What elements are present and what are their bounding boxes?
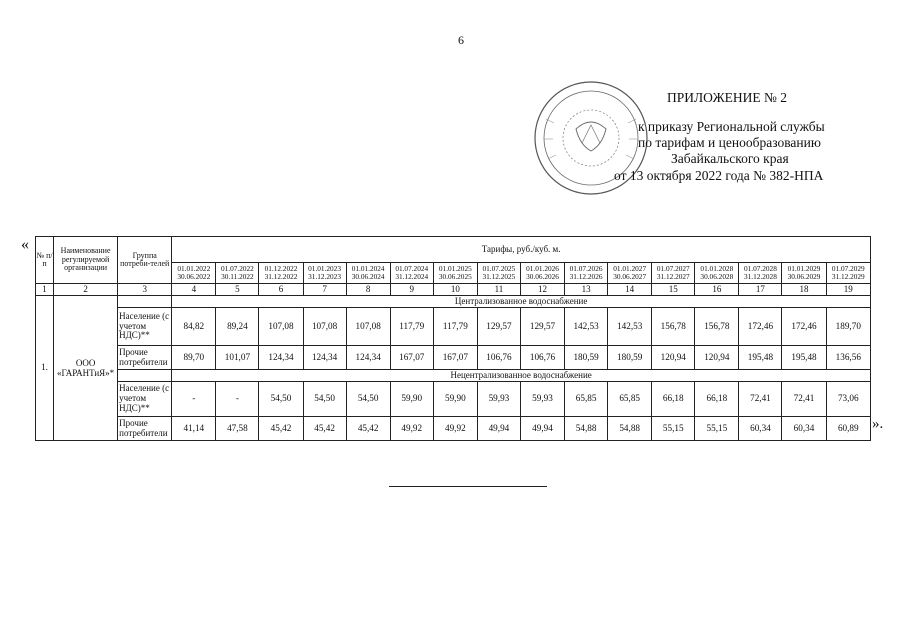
appendix-line-2: по тарифам и ценообразованию: [638, 135, 821, 150]
period-header: [782, 263, 826, 284]
column-number: 9: [390, 284, 433, 296]
tariff-value: 60,34: [739, 417, 782, 441]
tariff-value: 195,48: [782, 346, 826, 370]
column-number: 15: [652, 284, 695, 296]
tariff-value: 59,93: [477, 382, 520, 417]
tariff-value: 72,41: [739, 382, 782, 417]
column-number: 11: [477, 284, 520, 296]
tariff-value: 47,58: [216, 417, 259, 441]
tariff-value: 65,85: [565, 382, 608, 417]
tariff-value: 59,90: [433, 382, 477, 417]
tariff-value: 167,07: [390, 346, 433, 370]
opening-quote: «: [21, 236, 29, 253]
period-header: [477, 263, 520, 284]
table-row: [36, 382, 871, 417]
period-header: [303, 263, 346, 284]
period-start: 01.07.2029: [831, 263, 865, 273]
period-header: [172, 263, 216, 284]
tariff-value: 55,15: [695, 417, 739, 441]
period-end: 31.12.2022: [264, 272, 298, 281]
column-number: 4: [172, 284, 216, 296]
tariff-value: 167,07: [433, 346, 477, 370]
tariff-value: 129,57: [477, 308, 520, 346]
tariff-value: 124,34: [259, 346, 303, 370]
tariff-value: 136,56: [826, 346, 870, 370]
header-tariffs: Тарифы, руб./куб. м.: [172, 237, 871, 263]
section-spacer: [118, 370, 172, 382]
period-start: 01.01.2027: [613, 263, 647, 273]
tariff-value: 142,53: [565, 308, 608, 346]
period-start: 01.07.2024: [395, 263, 429, 273]
period-start: 01.01.2026: [526, 263, 559, 273]
tariff-value: 65,85: [608, 382, 652, 417]
column-number: 7: [303, 284, 346, 296]
column-number: 17: [739, 284, 782, 296]
tariff-value: 89,24: [216, 308, 259, 346]
tariff-value: 120,94: [652, 346, 695, 370]
column-number: 10: [433, 284, 477, 296]
tariff-value: 54,50: [346, 382, 390, 417]
consumer-group: Население (с учетом НДС)**: [118, 382, 172, 417]
period-end: 30.06.2026: [526, 272, 559, 281]
consumer-group: Прочие потребители: [118, 346, 172, 370]
tariff-value: 60,89: [826, 417, 870, 441]
tariff-value: 101,07: [216, 346, 259, 370]
tariff-value: 106,76: [477, 346, 520, 370]
appendix-line-3: Забайкальского края: [671, 151, 789, 166]
header-org: Наименование регулируемой организации: [54, 237, 118, 284]
tariff-value: 45,42: [259, 417, 303, 441]
column-number: 16: [695, 284, 739, 296]
tariff-value: 117,79: [390, 308, 433, 346]
period-end: 30.06.2022: [177, 272, 211, 281]
period-header: [652, 263, 695, 284]
period-header: [695, 263, 739, 284]
table-row: [36, 346, 871, 370]
tariff-value: 89,70: [172, 346, 216, 370]
period-start: 01.07.2027: [656, 263, 690, 273]
period-end: 31.12.2028: [744, 272, 777, 281]
tariff-value: 60,34: [782, 417, 826, 441]
column-number: 1: [36, 284, 54, 296]
period-end: 31.12.2026: [569, 272, 603, 281]
tariff-value: 120,94: [695, 346, 739, 370]
tariff-value: 54,88: [565, 417, 608, 441]
header-num: № п/п: [36, 237, 54, 284]
page-number: 6: [458, 33, 464, 47]
tariff-value: 84,82: [172, 308, 216, 346]
appendix-line-4: от 13 октября 2022 года № 382-НПА: [614, 168, 824, 183]
column-number: 5: [216, 284, 259, 296]
period-end: 31.12.2029: [831, 272, 865, 281]
tariff-value: 73,06: [826, 382, 870, 417]
column-number: 8: [346, 284, 390, 296]
tariff-value: 156,78: [652, 308, 695, 346]
period-header: [739, 263, 782, 284]
footer-divider: [389, 486, 547, 487]
appendix-title: ПРИЛОЖЕНИЕ № 2: [667, 90, 788, 105]
tariff-value: 49,92: [433, 417, 477, 441]
period-start: 01.01.2024: [351, 263, 385, 273]
column-number: 3: [118, 284, 172, 296]
tariff-value: 107,08: [303, 308, 346, 346]
tariff-value: 59,93: [520, 382, 564, 417]
column-number: 18: [782, 284, 826, 296]
tariff-value: 180,59: [608, 346, 652, 370]
period-start: 01.01.2029: [787, 263, 821, 273]
tariff-value: 54,88: [608, 417, 652, 441]
period-end: 31.12.2025: [482, 272, 516, 281]
period-end: 30.06.2027: [613, 272, 647, 281]
column-number: 13: [565, 284, 608, 296]
tariff-value: 189,70: [826, 308, 870, 346]
period-start: 01.01.2028: [700, 263, 734, 273]
section-spacer: [118, 296, 172, 308]
tariff-value: 142,53: [608, 308, 652, 346]
period-header: [520, 263, 564, 284]
period-header: [433, 263, 477, 284]
tariff-value: 107,08: [346, 308, 390, 346]
tariff-value: 195,48: [739, 346, 782, 370]
period-header: [216, 263, 259, 284]
tariff-value: 172,46: [739, 308, 782, 346]
column-number: 19: [826, 284, 870, 296]
period-end: 30.06.2025: [438, 272, 472, 281]
column-number: 6: [259, 284, 303, 296]
period-header: [565, 263, 608, 284]
period-end: 31.12.2023: [308, 272, 341, 281]
column-number: 2: [54, 284, 118, 296]
tariff-value: 172,46: [782, 308, 826, 346]
period-end: 30.06.2029: [787, 272, 821, 281]
column-number: 12: [520, 284, 564, 296]
period-start: 01.01.2022: [177, 263, 211, 273]
period-header: [346, 263, 390, 284]
tariff-value: 45,42: [346, 417, 390, 441]
tariff-value: 59,90: [390, 382, 433, 417]
period-end: 31.12.2024: [395, 272, 429, 281]
tariff-value: 41,14: [172, 417, 216, 441]
tariff-value: 124,34: [303, 346, 346, 370]
tariff-value: 106,76: [520, 346, 564, 370]
tariff-value: 66,18: [652, 382, 695, 417]
consumer-group: Население (с учетом НДС)**: [118, 308, 172, 346]
period-start: 01.12.2022: [264, 263, 298, 273]
tariff-value: 45,42: [303, 417, 346, 441]
tariff-value: -: [172, 382, 216, 417]
closing-quote: ».: [872, 416, 884, 432]
row-number: 1.: [36, 296, 54, 441]
tariff-value: 66,18: [695, 382, 739, 417]
period-header: [259, 263, 303, 284]
table-row: [36, 417, 871, 441]
consumer-group: Прочие потребители: [118, 417, 172, 441]
organization-name: ООО «ГАРАНТиЯ»*: [54, 296, 118, 441]
period-end: 31.12.2027: [656, 272, 690, 281]
tariff-value: 49,92: [390, 417, 433, 441]
tariff-value: -: [216, 382, 259, 417]
period-end: 30.11.2022: [221, 272, 254, 281]
tariff-value: 107,08: [259, 308, 303, 346]
tariff-value: 49,94: [477, 417, 520, 441]
tariff-value: 129,57: [520, 308, 564, 346]
tariff-value: 49,94: [520, 417, 564, 441]
period-header: [826, 263, 870, 284]
period-header: [390, 263, 433, 284]
period-start: 01.07.2026: [569, 263, 603, 273]
section-title: Нецентрализованное водоснабжение: [172, 370, 871, 382]
period-end: 30.06.2024: [351, 272, 385, 281]
period-header: [608, 263, 652, 284]
tariff-table: [35, 236, 871, 441]
tariff-value: 54,50: [259, 382, 303, 417]
period-start: 01.01.2025: [438, 263, 472, 273]
tariff-value: 72,41: [782, 382, 826, 417]
period-start: 01.07.2022: [220, 263, 254, 273]
period-start: 01.01.2023: [308, 263, 341, 273]
period-start: 01.07.2025: [482, 263, 516, 273]
column-number: 14: [608, 284, 652, 296]
tariff-value: 124,34: [346, 346, 390, 370]
tariff-value: 180,59: [565, 346, 608, 370]
period-end: 30.06.2028: [700, 272, 734, 281]
tariff-value: 55,15: [652, 417, 695, 441]
tariff-value: 117,79: [433, 308, 477, 346]
appendix-line-1: к приказу Региональной службы: [638, 119, 825, 134]
tariff-value: 54,50: [303, 382, 346, 417]
section-title: Централизованное водоснабжение: [172, 296, 871, 308]
table-row: [36, 308, 871, 346]
header-group: Группа потреби-телей: [118, 237, 172, 284]
tariff-value: 156,78: [695, 308, 739, 346]
period-start: 01.07.2028: [744, 263, 777, 273]
